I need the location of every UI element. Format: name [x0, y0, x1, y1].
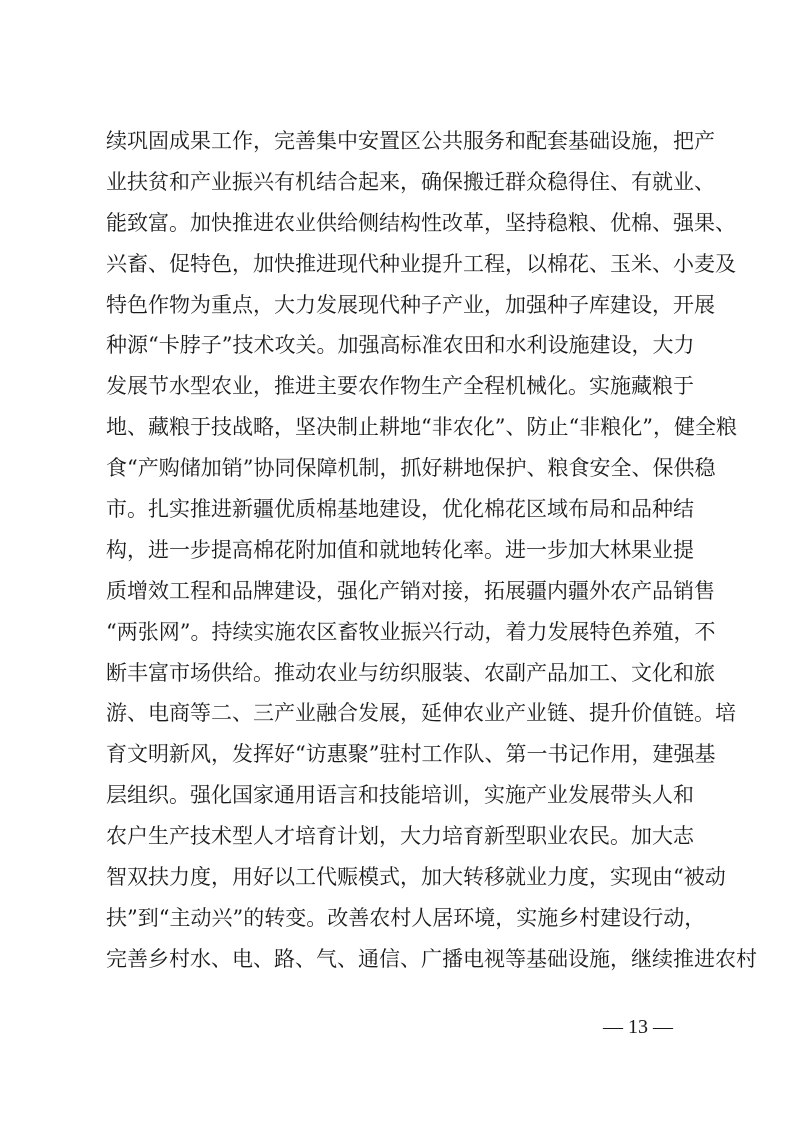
text-line: 发展节水型农业，推进主要农作物生产全程机械化。实施藏粮于: [106, 374, 694, 399]
text-line: 续巩固成果工作，完善集中安置区公共服务和配套基础设施，把产: [106, 129, 715, 153]
text-line: 食“产购储加销”协同保障机制，抓好耕地保护、粮食安全、保供稳: [106, 456, 716, 481]
text-line: 扶”到“主动兴”的转变。改善农村人居环境，实施乡村建设行动，: [106, 905, 706, 930]
text-line: 农户生产技术型人才培育计划，大力培育新型职业农民。加大志: [106, 824, 694, 849]
body-text: [106, 121, 757, 980]
text-line: 完善乡村水、电、路、气、通信、广播电视等基础设施，继续推进农村: [106, 946, 757, 971]
text-line: 质增效工程和品牌建设，强化产销对接，拓展疆内疆外农产品销售: [106, 578, 715, 603]
text-line: 游、电商等二、三产业融合发展，延伸农业产业链、提升价值链。培: [106, 701, 736, 726]
text-line: 构，进一步提高棉花附加值和就地转化率。进一步加大林果业提: [106, 537, 694, 562]
text-line: 层组织。强化国家通用语言和技能培训，实施产业发展带头人和: [106, 783, 694, 808]
text-line: 市。扎实推进新疆优质棉基地建设，优化棉花区域布局和品种结: [106, 497, 694, 522]
text-line: 兴畜、促特色，加快推进现代种业提升工程，以棉花、玉米、小麦及: [106, 251, 736, 276]
text-line: 断丰富市场供给。推动农业与纺织服装、农副产品加工、文化和旅: [106, 660, 715, 685]
text-line: 育文明新风，发挥好“访惠聚”驻村工作队、第一书记作用，建强基: [106, 742, 716, 767]
text-line: “两张网”。持续实施农区畜牧业振兴行动，着力发展特色养殖，不: [106, 619, 716, 644]
text-line: 地、藏粮于技战略，坚决制止耕地“非农化”、防止“非粮化”，健全粮: [106, 415, 737, 440]
text-line: 能致富。加快推进农业供给侧结构性改革，坚持稳粮、优棉、强果、: [106, 210, 736, 235]
page-number: — 13 —: [603, 1016, 673, 1038]
text-line: 智双扶力度，用好以工代赈模式，加大转移就业力度，实现由“被动: [106, 865, 726, 890]
text-line: 种源“卡脖子”技术攻关。加强高标准农田和水利设施建设，大力: [106, 333, 695, 358]
text-line: 业扶贫和产业振兴有机结合起来，确保搬迁群众稳得住、有就业、: [106, 169, 715, 194]
text-line: 特色作物为重点，大力发展现代种子产业，加强种子库建设，开展: [106, 292, 715, 317]
